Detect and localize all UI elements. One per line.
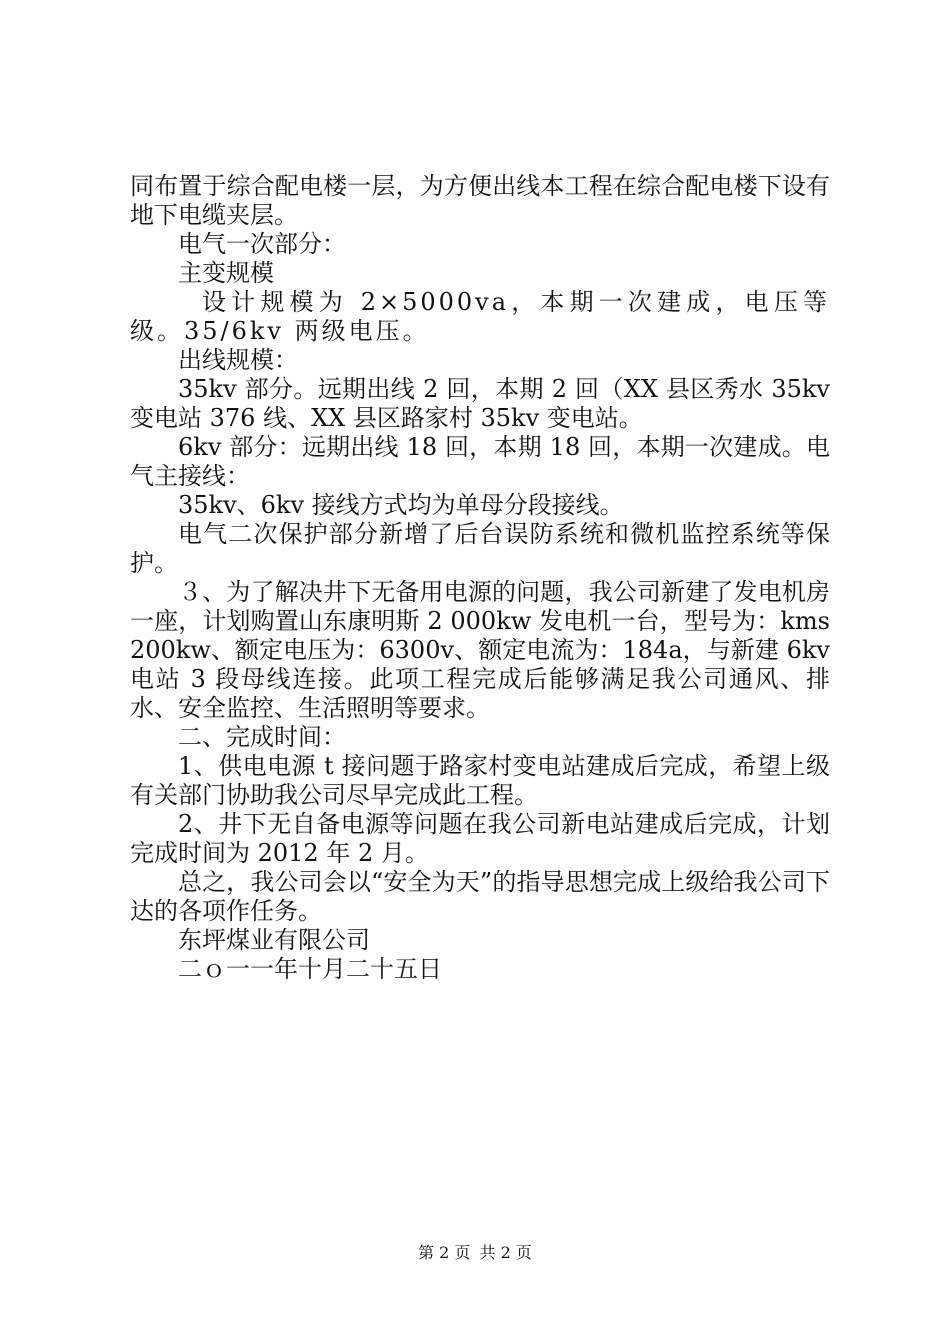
page-total: 共 2 页: [479, 1243, 532, 1262]
paragraph-secondary-protection: 电气二次保护部分新增了后台误防系统和微机监控系统等保护。: [130, 520, 830, 577]
paragraph-power-supply-t-connection: 1、供电电源 t 接问题于路家村变电站建成后完成，希望上级有关部门协助我公司尽早完成此工程。: [130, 752, 830, 809]
paragraph-wiring-method: 35kv、6kv 接线方式均为单母分段接线。: [178, 491, 624, 519]
document-body: [130, 172, 830, 984]
heading-completion-time: 二、完成时间：: [178, 723, 346, 751]
heading-outgoing-lines: 出线规模：: [178, 346, 298, 374]
paragraph-35kv-section: 35kv 部分。远期出线 2 回，本期 2 回（XX 县区秀水 35kv 变电站 376 线、XX 县区路家村 35kv 变电站。: [130, 375, 830, 432]
page-footer: [0, 1243, 950, 1263]
paragraph-6kv-section: 6kv 部分：远期出线 18 回，本期 18 回，本期一次建成。电气主接线：: [130, 433, 830, 490]
page-number: 第 2 页: [418, 1243, 471, 1262]
signature-company: 东坪煤业有限公司: [178, 926, 370, 954]
paragraph-backup-power: 2、井下无自备电源等问题在我公司新电站建成后完成，计划完成时间为 2012 年 2 月。: [130, 810, 830, 867]
paragraph-conclusion: 总之，我公司会以“安全为天”的指导思想完成上级给我公司下达的各项作任务。: [130, 868, 830, 925]
heading-primary-electrical: 电气一次部分：: [178, 230, 346, 258]
paragraph-generator-room: ３、为了解决井下无备用电源的问题，我公司新建了发电机房一座，计划购置山东康明斯 2 000kw 发电机一台，型号为：kms200kw、额定电压为：6300v、额定电流为：184a，与新建 6kv 电站 3 段母线连接。此项工程完成后能够满足我公司通风、排水、安全监控、生活照明等要求。: [130, 578, 830, 722]
signature-date: 二ｏ一一年十月二十五日: [178, 955, 442, 983]
paragraph-cable-layer: 同布置于综合配电楼一层，为方便出线本工程在综合配电楼下设有地下电缆夹层。: [130, 172, 830, 229]
heading-main-transformer: 主变规模: [178, 259, 274, 287]
paragraph-design-scale: 设计规模为 2×5000va，本期一次建成，电压等级。35/6kv 两级电压。: [130, 288, 830, 345]
